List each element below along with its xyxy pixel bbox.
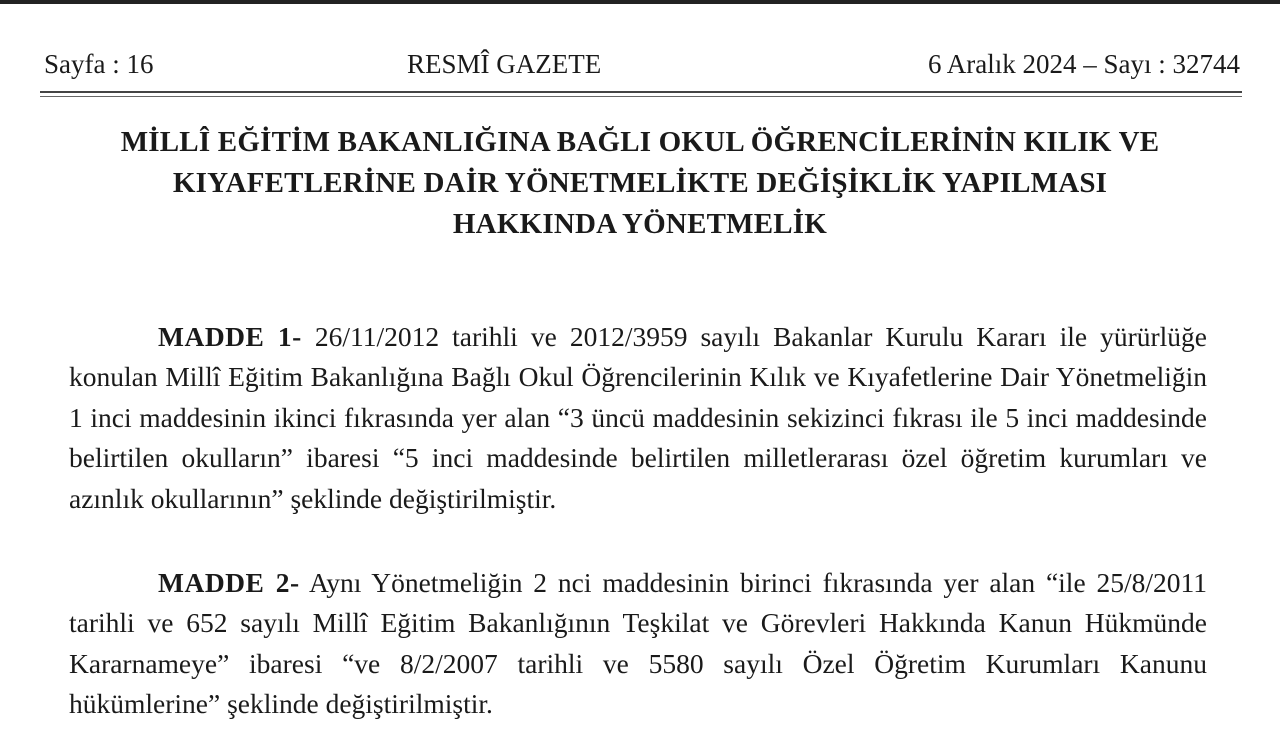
article-1-text: 26/11/2012 tarihli ve 2012/3959 sayılı Bakanlar Kurulu Kararı ile yürürlüğe konulan Millî Eğitim Bakanlığına Bağlı Okul Öğrencilerinin Kılık ve Kıyafetlerine Dair Yönetmeliğin 1 inci maddesinin ikinci fıkrasında yer alan “3 üncü maddesinin sekizinci fıkrası ile 5 inci maddesinde belirtilen okulların” ibaresi “5 inci maddesinde belirtilen milletlerarası özel öğretim kurumları ve azınlık okullarının” şeklinde değiştirilmiştir. xyxy=(69,320,1207,514)
date-issue: 6 Aralık 2024 – Sayı : 32744 xyxy=(928,49,1240,79)
title-line-1: MİLLÎ EĞİTİM BAKANLIĞINA BAĞLI OKUL ÖĞRENCİLERİNİN KILIK VE xyxy=(120,126,1160,158)
header-rule-thin xyxy=(40,96,1242,97)
title-line-2: KIYAFETLERİNE DAİR YÖNETMELİKTE DEĞİŞİKLİK YAPILMASI xyxy=(172,167,1108,199)
article-2 xyxy=(69,563,1207,725)
title-line-3: HAKKINDA YÖNETMELİK xyxy=(452,208,828,240)
page-header xyxy=(44,44,1240,84)
article-1 xyxy=(69,317,1207,520)
header-rule xyxy=(40,91,1242,93)
regulation-title xyxy=(60,122,1220,245)
article-2-text: Aynı Yönetmeliğin 2 nci maddesinin birinci fıkrasında yer alan “ile 25/8/2011 tarihli ve 652 sayılı Millî Eğitim Bakanlığının Teşkilat ve Görevleri Hakkında Kanun Hükmünde Kararnameye” ibaresi “ve 8/2/2007 tarihli ve 5580 sayılı Özel Öğretim Kurumları Kanunu hükümlerine” şeklinde değiştirilmiştir. xyxy=(69,566,1207,719)
publication-name: RESMÎ GAZETE xyxy=(407,49,602,79)
article-2-label: MADDE 2- xyxy=(158,566,300,598)
article-1-label: MADDE 1- xyxy=(158,320,302,352)
page-number: Sayfa : 16 xyxy=(44,49,154,79)
